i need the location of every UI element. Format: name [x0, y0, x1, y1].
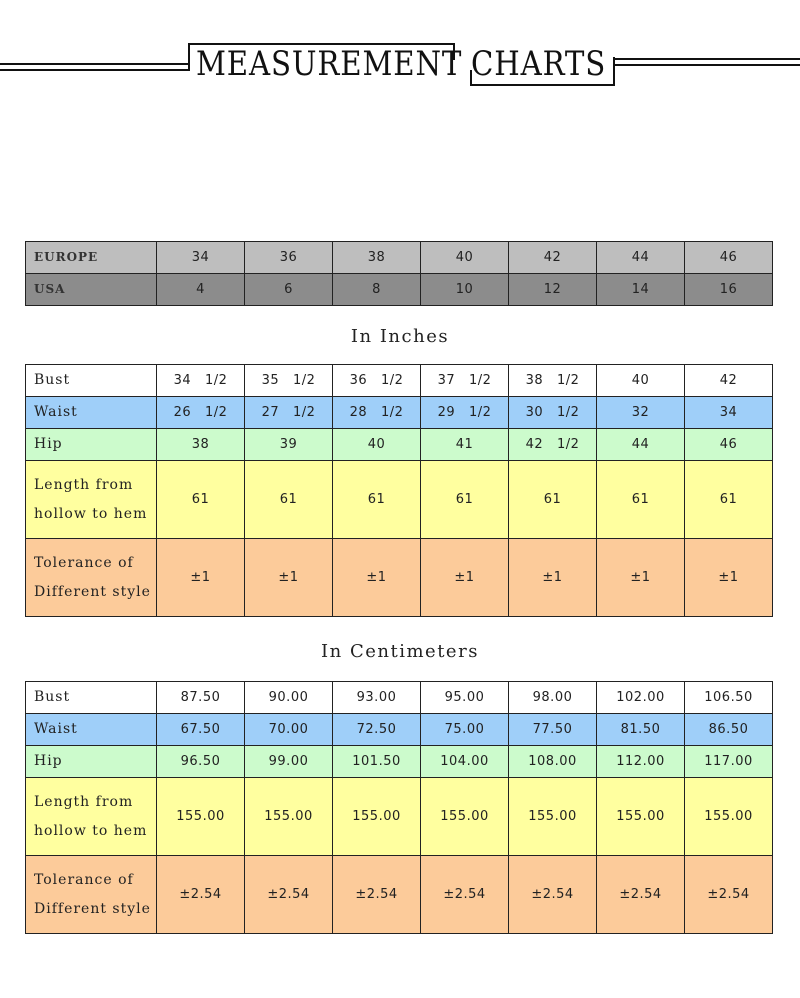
measure-cell: ±2.54: [597, 856, 685, 934]
row-label-length: [26, 778, 157, 856]
measure-cell: 61: [509, 461, 597, 539]
length-row: [26, 461, 773, 539]
measure-cell: 67.50: [157, 714, 245, 746]
measure-cell: 72.50: [333, 714, 421, 746]
measure-cell: 87.50: [157, 682, 245, 714]
measure-cell: 112.00: [597, 746, 685, 778]
measure-cell: 42 1/2: [509, 429, 597, 461]
row-label-hip: Hip: [26, 746, 157, 778]
size-cell: 34: [157, 242, 245, 274]
size-cell: 6: [245, 274, 333, 306]
page-title-charts: CHARTS: [471, 44, 607, 84]
section-title-inches: In Inches: [350, 326, 450, 347]
measure-cell: 46: [685, 429, 773, 461]
measure-cell: 155.00: [245, 778, 333, 856]
measure-cell: 102.00: [597, 682, 685, 714]
row-label-line: Tolerance of: [34, 554, 134, 571]
measure-cell: 44: [597, 429, 685, 461]
row-label-bust: Bust: [26, 682, 157, 714]
size-cell: 16: [685, 274, 773, 306]
measure-cell: 77.50: [509, 714, 597, 746]
row-label-line: Length from: [34, 476, 134, 493]
measure-cell: 61: [421, 461, 509, 539]
measure-cell: 27 1/2: [245, 397, 333, 429]
measure-cell: 34: [685, 397, 773, 429]
measure-cell: 32: [597, 397, 685, 429]
measure-cell: 40: [333, 429, 421, 461]
measure-cell: 96.50: [157, 746, 245, 778]
measure-cell: 81.50: [597, 714, 685, 746]
measure-cell: ±1: [685, 539, 773, 617]
measure-cell: 39: [245, 429, 333, 461]
header-rule-right-bottom: [613, 64, 800, 66]
measure-cell: 36 1/2: [333, 365, 421, 397]
measure-cell: ±2.54: [685, 856, 773, 934]
measure-cell: ±1: [421, 539, 509, 617]
row-label-line: hollow to hem: [34, 822, 148, 839]
row-label-line: Tolerance of: [34, 871, 134, 888]
measure-cell: 42: [685, 365, 773, 397]
measure-cell: 108.00: [509, 746, 597, 778]
measure-cell: 61: [157, 461, 245, 539]
row-label-waist: Waist: [26, 714, 157, 746]
measure-cell: 93.00: [333, 682, 421, 714]
measure-cell: ±2.54: [245, 856, 333, 934]
measure-cell: 34 1/2: [157, 365, 245, 397]
measure-cell: 104.00: [421, 746, 509, 778]
section-title-centimeters: In Centimeters: [321, 641, 479, 662]
header-rule-left-bottom: [0, 69, 190, 71]
measure-cell: 75.00: [421, 714, 509, 746]
header-frame-left: [188, 43, 190, 71]
size-cell: 44: [597, 242, 685, 274]
size-cell: 38: [333, 242, 421, 274]
measure-cell: 61: [597, 461, 685, 539]
measure-cell: 155.00: [421, 778, 509, 856]
hip-row: [26, 429, 773, 461]
measure-cell: 101.50: [333, 746, 421, 778]
size-cell: 12: [509, 274, 597, 306]
header-rule-left-top: [0, 63, 190, 65]
size-cell: 46: [685, 242, 773, 274]
measure-cell: 117.00: [685, 746, 773, 778]
page-header: [0, 0, 800, 100]
page-title-measurement: MEASUREMENT: [196, 44, 463, 84]
size-cell: 4: [157, 274, 245, 306]
measure-cell: ±2.54: [509, 856, 597, 934]
row-label-hip: Hip: [26, 429, 157, 461]
size-cell: 36: [245, 242, 333, 274]
measure-cell: 30 1/2: [509, 397, 597, 429]
measure-cell: 38 1/2: [509, 365, 597, 397]
measure-cell: 26 1/2: [157, 397, 245, 429]
measure-cell: 37 1/2: [421, 365, 509, 397]
measure-cell: 61: [245, 461, 333, 539]
measure-cell: 155.00: [597, 778, 685, 856]
bust-row: [26, 682, 773, 714]
measure-cell: ±1: [597, 539, 685, 617]
row-label-length: [26, 461, 157, 539]
measure-cell: 90.00: [245, 682, 333, 714]
measure-cell: 40: [597, 365, 685, 397]
measure-cell: ±1: [333, 539, 421, 617]
tolerance-row: [26, 856, 773, 934]
measure-cell: ±2.54: [157, 856, 245, 934]
measure-cell: 155.00: [509, 778, 597, 856]
hip-row: [26, 746, 773, 778]
row-label-tolerance: [26, 539, 157, 617]
size-cell: 42: [509, 242, 597, 274]
inches-table: [25, 364, 773, 617]
waist-row: [26, 397, 773, 429]
measure-cell: 95.00: [421, 682, 509, 714]
measure-cell: 86.50: [685, 714, 773, 746]
measure-cell: ±2.54: [421, 856, 509, 934]
waist-row: [26, 714, 773, 746]
header-rule-right-top: [613, 58, 800, 60]
length-row: [26, 778, 773, 856]
measure-cell: 155.00: [157, 778, 245, 856]
size-cell: 14: [597, 274, 685, 306]
measure-cell: 155.00: [685, 778, 773, 856]
measure-cell: 28 1/2: [333, 397, 421, 429]
measure-cell: ±1: [245, 539, 333, 617]
measure-cell: ±1: [157, 539, 245, 617]
europe-size-row: [26, 242, 773, 274]
usa-size-row: [26, 274, 773, 306]
measure-cell: 41: [421, 429, 509, 461]
measure-cell: 106.50: [685, 682, 773, 714]
measure-cell: 98.00: [509, 682, 597, 714]
measure-cell: ±2.54: [333, 856, 421, 934]
measure-cell: 29 1/2: [421, 397, 509, 429]
measure-cell: 155.00: [333, 778, 421, 856]
bust-row: [26, 365, 773, 397]
measure-cell: 38: [157, 429, 245, 461]
tolerance-row: [26, 539, 773, 617]
header-frame-bottom: [470, 84, 615, 86]
row-label-usa: USA: [26, 274, 157, 306]
row-label-waist: Waist: [26, 397, 157, 429]
size-conversion-table: [25, 241, 773, 306]
measure-cell: 99.00: [245, 746, 333, 778]
row-label-line: Different style: [34, 900, 151, 917]
size-cell: 8: [333, 274, 421, 306]
measure-cell: 61: [333, 461, 421, 539]
row-label-line: hollow to hem: [34, 505, 148, 522]
measure-cell: 35 1/2: [245, 365, 333, 397]
row-label-tolerance: [26, 856, 157, 934]
measure-cell: ±1: [509, 539, 597, 617]
row-label-line: Different style: [34, 583, 151, 600]
measure-cell: 61: [685, 461, 773, 539]
row-label-bust: Bust: [26, 365, 157, 397]
row-label-europe: EUROPE: [26, 242, 157, 274]
size-cell: 10: [421, 274, 509, 306]
header-frame-right: [613, 57, 615, 86]
centimeters-table: [25, 681, 773, 934]
size-cell: 40: [421, 242, 509, 274]
measure-cell: 70.00: [245, 714, 333, 746]
row-label-line: Length from: [34, 793, 134, 810]
